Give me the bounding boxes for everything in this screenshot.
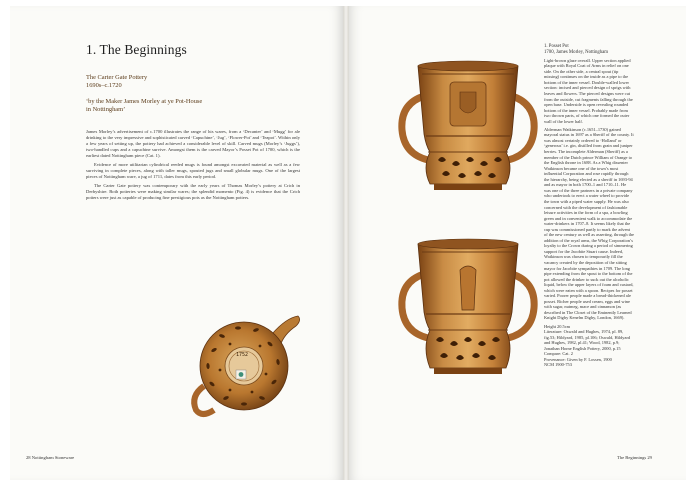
folio-left: 28 Nottingham Stoneware — [26, 455, 75, 460]
teapot-inscription: 1752 — [236, 352, 249, 358]
caption-accession: NCM 1900-753 — [544, 362, 572, 368]
book-gutter — [343, 6, 349, 480]
section-quote — [86, 98, 306, 114]
body-paragraph: The Carter Gate pottery was contemporary with the early years of Thomas Morley’s pottery at Crich in Derbyshire. Both potteries were making similar wares; the splendid momento (Fig. 4) is evidence that the Crich potters were just as capable of producing fine prestigious pots as the Nottingham potters. — [86, 183, 300, 200]
quote-line-1: ‘by the Maker James Morley at ye Pot-House — [86, 98, 203, 105]
chapter-title: 1. The Beginnings — [86, 42, 187, 57]
posset-pot-spout-photo — [394, 214, 542, 392]
section-title: The Carter Gate Pottery — [86, 74, 148, 81]
teapot-underside-photo — [186, 300, 306, 424]
quote-line-2: in Nottingham’ — [86, 106, 126, 114]
caption-paragraph: Alderman Watkinson (c.1651–1730) gained mayoral status in 1697 as a Sheriff of the county. It was almost certainly ordered to ‘Holland’ or ‘generous’ i.e. gin, distilled from grain and juniper berries. The incomplete Alderman (Sheriff) as a member of the Dutch prince William of Orange to the English throne in 1688. As a Whig dissenter Watkinson became one of the town’s most influential Corporation and rose rapidly through the hierarchy, being elected as a sheriff in 1693-94 and as mayor in both 1700–1 and 1710–11. He was one of the three partners in a private company who undertook to erect a water wheel to provide the town with a piped water supply. He was also concerned with the development of fashionable leisure activities in the form of a spa, a bowling green and in convenient walk to accommodate the water-drinkers in 1707–8. It seems likely that the cup was commissioned partly to mark the advent of the new century as well as asserting, through the addition of the royal arms, the Whig Corporation’s loyalty to the Crown during a period of simmering support for the Jacobite Stuart cause. Indeed, Watkinson was chosen to temporarily fill the vacancy created by the deposition of the sitting mayor for Jacobite sympathies in 1709. The long pipe extending from the spout to the bottom of the pot allowed the drinker to suck out the alcoholic liquid, below the upper layers of foam and custard, which were eaten with a spoon. Recipes for posset varied. Poorer people made a bread-thickened ale posset. Richer people used cream, eggs and wine with sugar, nutmeg, mace and cinnamon (as described in The Closet of the Eminently Learned Knight Digby Kenelm Digby, London, 1669). — [544, 126, 634, 321]
caption-literature: Literature: Oswald and Hughes, 1974, pl. 89, fig.53; Hildyard, 1985, pl.106; Oswald, Hildyard and Hughes, 1982, pl.41; Wood, 1982, p.9; Jonathan Horne English Pottery, 2000, p.15 — [544, 329, 631, 351]
caption-paragraph: Light-brown glaze overall. Upper section applied plaque with Royal Coat of Arms in relief on one side. On the other side, a central spout (tip missing) continues on the inside as a pipe to the bottom of the inner vessel. Double-walled lower section: incised and pierced design of sprigs with leaves and flowers. The pierced designs were cut from the outside, cut fragments falling through the open base. Underside is open revealing rounded bottom of the inner vessel. Probably made from two thrown parts, of which one formed the outer wall of the lower half. — [544, 57, 633, 124]
caption-height: Height 20.5cm — [544, 323, 571, 329]
body-paragraph: Evidence of more utilitarian cylindrical reeded mugs is found amongst excavated material as well as a few surviving in complete pieces, along with taller mugs, spouted jugs and small globular mugs. One of the largest pieces of Nottingham ware, a jug of 1711, dates from this early period. — [86, 162, 300, 179]
caption-title: 1. Posset Pot — [544, 44, 569, 49]
section-dates: 1690s–c.1720 — [86, 82, 122, 90]
posset-pot-front-photo — [394, 56, 542, 202]
folio-right: The Beginnings 29 — [617, 455, 652, 460]
body-text — [86, 129, 300, 204]
section-heading — [86, 74, 306, 90]
caption-subtitle: 1700, James Morley, Nottingham — [544, 49, 609, 55]
body-paragraph: James Morley’s advertisement of c.1700 illustrates the range of his wares, from a ‘Decanter’ and ‘Mugg’ for ale drinking to the very impressive and sophisticated carved ‘Capuchine’, ‘Jug’, ‘Flower-Pot’ and ‘Teapot’. Within only a few years of setting up, the pottery had achieved a considerable level of skill. Carved mugs (Morley’s ‘Juggs’), two-handled cups and a capuchine survive. Amongst them is the carved Mayor’s Posset Pot of 1700, which is the earliest dated Nottingham piece (Cat. 1). — [86, 129, 300, 158]
catalogue-caption — [544, 44, 634, 368]
caption-provenance: Provenance: Given by F. Lossen, 1900 — [544, 356, 612, 362]
caption-compare: Compare: Cat. 2 — [544, 351, 573, 357]
